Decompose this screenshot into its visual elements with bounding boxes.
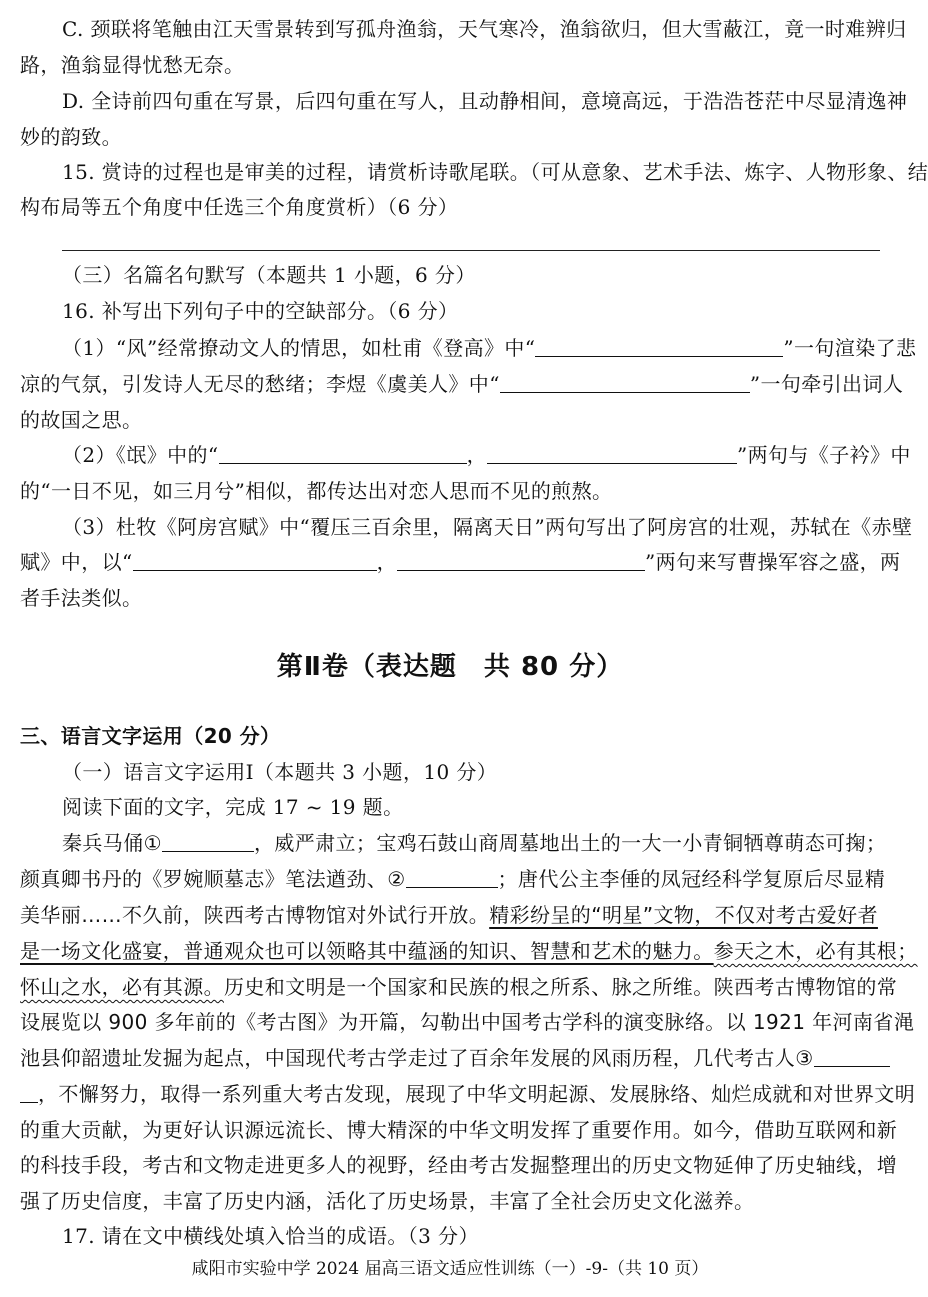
part-title: 三、语言文字运用（20 分）: [20, 724, 281, 748]
question-15-line2: 构布局等五个角度中任选三个角度赏析）（6 分）: [20, 195, 459, 219]
volume-heading: 第Ⅱ卷（表达题 共 80 分）: [276, 652, 624, 682]
fill-blank[interactable]: [500, 370, 750, 393]
passage-line: 的科技手段，考古和文物走进更多人的视野，经由考古发掘整理出的历史文物延伸了历史轴线，增: [20, 1153, 898, 1177]
subsection-title: （一）语言文字运用Ⅰ（本题共 3 小题，10 分）: [62, 760, 498, 784]
fill-blank[interactable]: [397, 548, 645, 571]
passage-text: 美华丽……不久前，陕西考古博物馆对外试行开放。: [20, 903, 490, 927]
passage-text: 池县仰韶遗址发掘为起点，中国现代考古学走过了百余年发展的风雨历程，几代考古人③: [20, 1046, 814, 1070]
q16-text: ”一句渲染了悲: [783, 336, 917, 360]
underlined-sentence: 是一场文化盛宴，普通观众也可以领略其中蕴涵的知识、智慧和艺术的魅力。: [20, 939, 714, 963]
passage-line: [20, 934, 918, 968]
q16-part1-line1: [62, 331, 917, 365]
fill-blank[interactable]: [487, 441, 737, 464]
q16-part3-line3: 者手法类似。: [20, 586, 143, 610]
wavy-underlined-sentence: 怀山之水，必有其源。: [20, 975, 224, 999]
passage-line: [20, 1077, 916, 1111]
reading-instruction: 阅读下面的文字，完成 17 ~ 19 题。: [62, 795, 404, 819]
passage-line: 设展览以 900 多年前的《考古图》为开篇，勾勒出中国考古学科的演变脉络。以 1921 年河南省渑: [20, 1010, 915, 1034]
passage-text: ；唐代公主李倕的凤冠经科学复原后尽显精: [497, 867, 886, 891]
fill-blank-3[interactable]: [814, 1044, 890, 1067]
passage-line: 的重大贡献，为更好认识源远流长、博大精深的中华文明发挥了重要作用。如今，借助互联网和新: [20, 1118, 898, 1142]
q16-part2-line1: [62, 438, 911, 472]
section-title: （三）名篇名句默写（本题共 1 小题，6 分）: [62, 263, 476, 287]
passage-text: 历史和文明是一个国家和民族的根之所系、脉之所维。陕西考古博物馆的常: [224, 975, 898, 999]
q16-part1-line2: [20, 367, 904, 401]
passage-line: [20, 1041, 880, 1075]
question-16: 16. 补写出下列句子中的空缺部分。（6 分）: [62, 299, 459, 323]
answer-line: [62, 250, 880, 251]
q16-text: ，: [376, 550, 398, 574]
passage-line: [62, 826, 887, 860]
q16-text: ”一句牵引出词人: [749, 372, 904, 396]
passage-line: [20, 862, 886, 896]
fill-blank-2[interactable]: [406, 865, 498, 888]
q16-text: ”两句来写曹操军容之盛，两: [645, 550, 901, 574]
option-d-line2: 妙的韵致。: [20, 125, 122, 149]
q16-part3-line1: （3）杜牧《阿房宫赋》中“覆压三百余里，隔离天日”两句写出了阿房宫的壮观，苏轼在《赤壁: [62, 515, 913, 539]
passage-text: 秦兵马俑①: [62, 831, 162, 855]
option-c-line1: C. 颈联将笔触由江天雪景转到写孤舟渔翁，天气寒冷，渔翁欲归，但大雪蔽江，竟一时难辨归: [62, 17, 907, 41]
q16-text: （1）“风”经常撩动文人的情思，如杜甫《登高》中“: [62, 336, 536, 360]
option-d-line1: D. 全诗前四句重在写景，后四句重在写人，且动静相间，意境高远，于浩浩苍茫中尽显清逸神: [62, 89, 908, 113]
fill-blank-1[interactable]: [162, 829, 254, 852]
fill-blank-3-continued[interactable]: [20, 1080, 38, 1103]
passage-line: 强了历史信度，丰富了历史内涵，活化了历史场景，丰富了全社会历史文化滋养。: [20, 1189, 755, 1213]
q16-text: 赋》中，以“: [20, 550, 133, 574]
q16-text: （2）《氓》中的“: [62, 443, 219, 467]
passage-text: ，不懈努力，取得一系列重大考古发现，展现了中华文明起源、发展脉络、灿烂成就和对世界文明: [38, 1082, 916, 1106]
fill-blank[interactable]: [133, 548, 377, 571]
question-15-line1: 15. 赏诗的过程也是审美的过程，请赏析诗歌尾联。（可从意象、艺术手法、炼字、人物形象、结: [62, 160, 928, 184]
option-c-line2: 路，渔翁显得忧愁无奈。: [20, 53, 245, 77]
underlined-sentence: 精彩纷呈的“明星”文物，不仅对考古爱好者: [489, 903, 878, 927]
passage-line: [20, 970, 898, 1004]
q16-text: ，: [466, 443, 487, 467]
wavy-underlined-sentence: 参天之木，必有其根；: [713, 939, 918, 963]
passage-text: ，威严肃立；宝鸡石鼓山商周墓地出土的一大一小青铜牺尊萌态可掬；: [253, 831, 887, 855]
passage-line: [20, 898, 880, 932]
q16-part1-line3: 的故国之思。: [20, 408, 143, 432]
passage-text: 颜真卿书丹的《罗婉顺墓志》笔法遒劲、②: [20, 867, 406, 891]
page-footer: 咸阳市实验中学 2024 届高三语文适应性训练（一）-9-（共 10 页）: [191, 1259, 709, 1279]
q16-text: 凉的气氛，引发诗人无尽的愁绪；李煜《虞美人》中“: [20, 372, 500, 396]
fill-blank[interactable]: [219, 441, 467, 464]
q16-part3-line2: [20, 545, 901, 579]
q16-part2-line2: 的“一日不见，如三月兮”相似，都传达出对恋人思而不见的煎熬。: [20, 479, 613, 503]
fill-blank[interactable]: [535, 334, 783, 357]
q16-text: ”两句与《子衿》中: [736, 443, 911, 467]
question-17: 17. 请在文中横线处填入恰当的成语。（3 分）: [62, 1224, 479, 1248]
